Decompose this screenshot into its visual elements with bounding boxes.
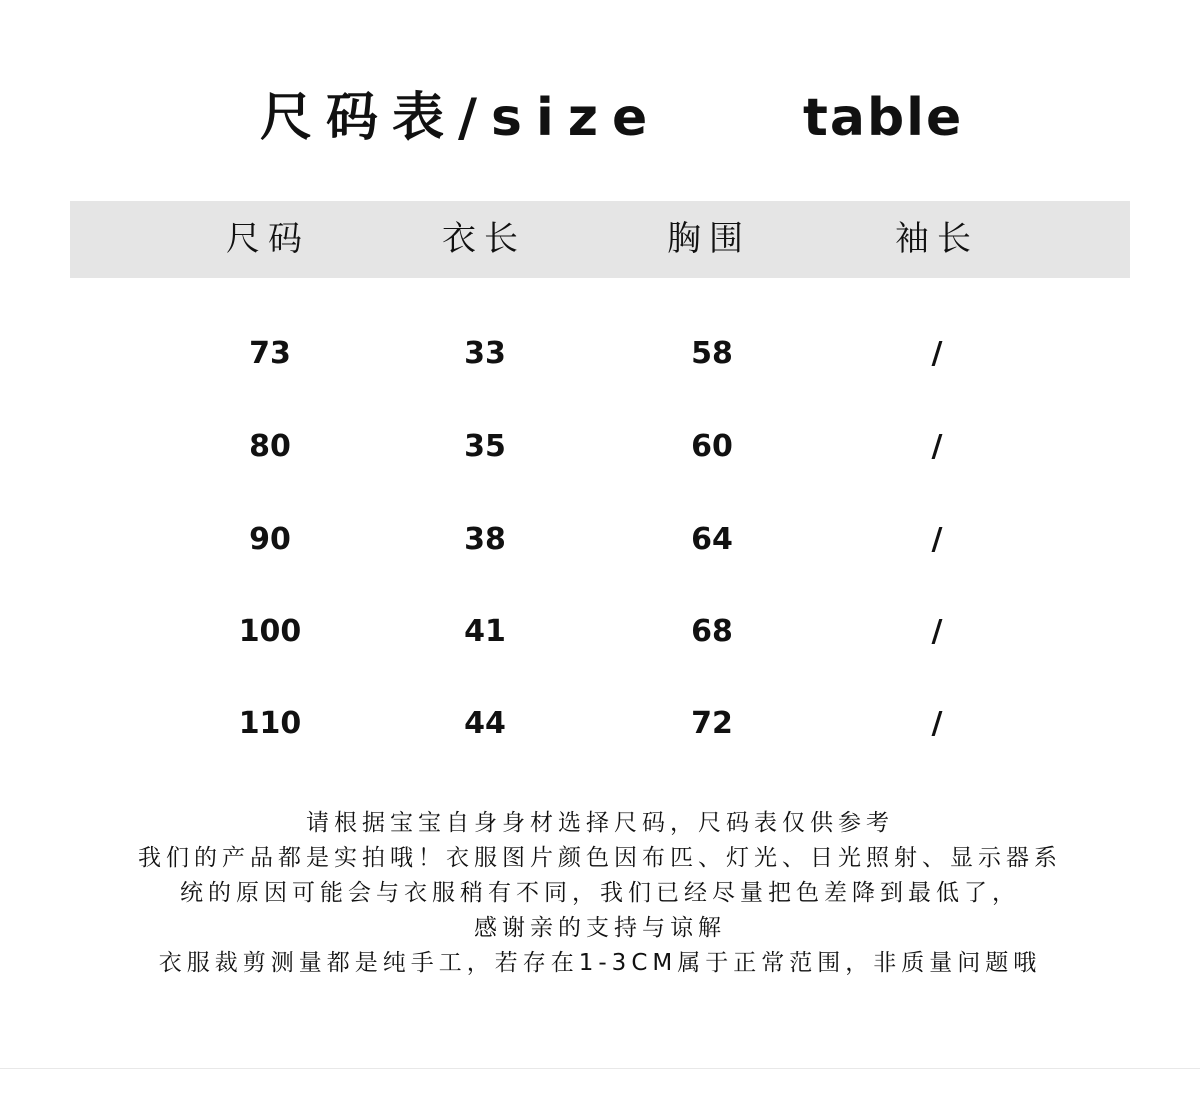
- note-line: 请根据宝宝自身身材选择尺码，尺码表仅供参考: [306, 810, 894, 836]
- cell-sleeve: /: [931, 336, 943, 371]
- notes: [0, 806, 1200, 981]
- cell-size: 90: [249, 522, 291, 557]
- title-right: table: [803, 88, 964, 148]
- title-left: 尺码表/size: [260, 88, 662, 148]
- cell-length: 38: [464, 522, 506, 557]
- table-header: [70, 201, 1130, 278]
- cell-length: 41: [464, 614, 506, 649]
- note-line: 统的原因可能会与衣服稍有不同，我们已经尽量把色差降到最低了，: [180, 880, 1020, 906]
- cell-chest: 58: [691, 336, 733, 371]
- cell-length: 35: [464, 429, 506, 464]
- table-row: [0, 515, 1200, 565]
- note-line: 我们的产品都是实拍哦！衣服图片颜色因布匹、灯光、日光照射、显示器系: [138, 845, 1062, 871]
- cell-sleeve: /: [931, 614, 943, 649]
- cell-chest: 64: [691, 522, 733, 557]
- divider: [0, 1068, 1200, 1069]
- table-row: [0, 699, 1200, 749]
- cell-chest: 72: [691, 706, 733, 741]
- cell-size: 100: [238, 614, 302, 649]
- header-size: 尺码: [226, 219, 310, 259]
- cell-size: 80: [249, 429, 291, 464]
- cell-length: 44: [464, 706, 506, 741]
- cell-size: 110: [238, 706, 302, 741]
- page-title: [0, 78, 1200, 158]
- table-row: [0, 329, 1200, 379]
- cell-sleeve: /: [931, 522, 943, 557]
- table-row: [0, 422, 1200, 472]
- header-length: 衣长: [442, 219, 526, 259]
- note-line: 衣服裁剪测量都是纯手工，若存在1-3CM属于正常范围，非质量问题哦: [158, 950, 1042, 976]
- note-line: 感谢亲的支持与谅解: [474, 915, 726, 941]
- cell-sleeve: /: [931, 429, 943, 464]
- header-sleeve: 袖长: [895, 219, 979, 259]
- cell-sleeve: /: [931, 706, 943, 741]
- cell-length: 33: [464, 336, 506, 371]
- cell-chest: 68: [691, 614, 733, 649]
- cell-size: 73: [249, 336, 291, 371]
- header-chest: 胸围: [667, 219, 751, 259]
- cell-chest: 60: [691, 429, 733, 464]
- table-row: [0, 607, 1200, 657]
